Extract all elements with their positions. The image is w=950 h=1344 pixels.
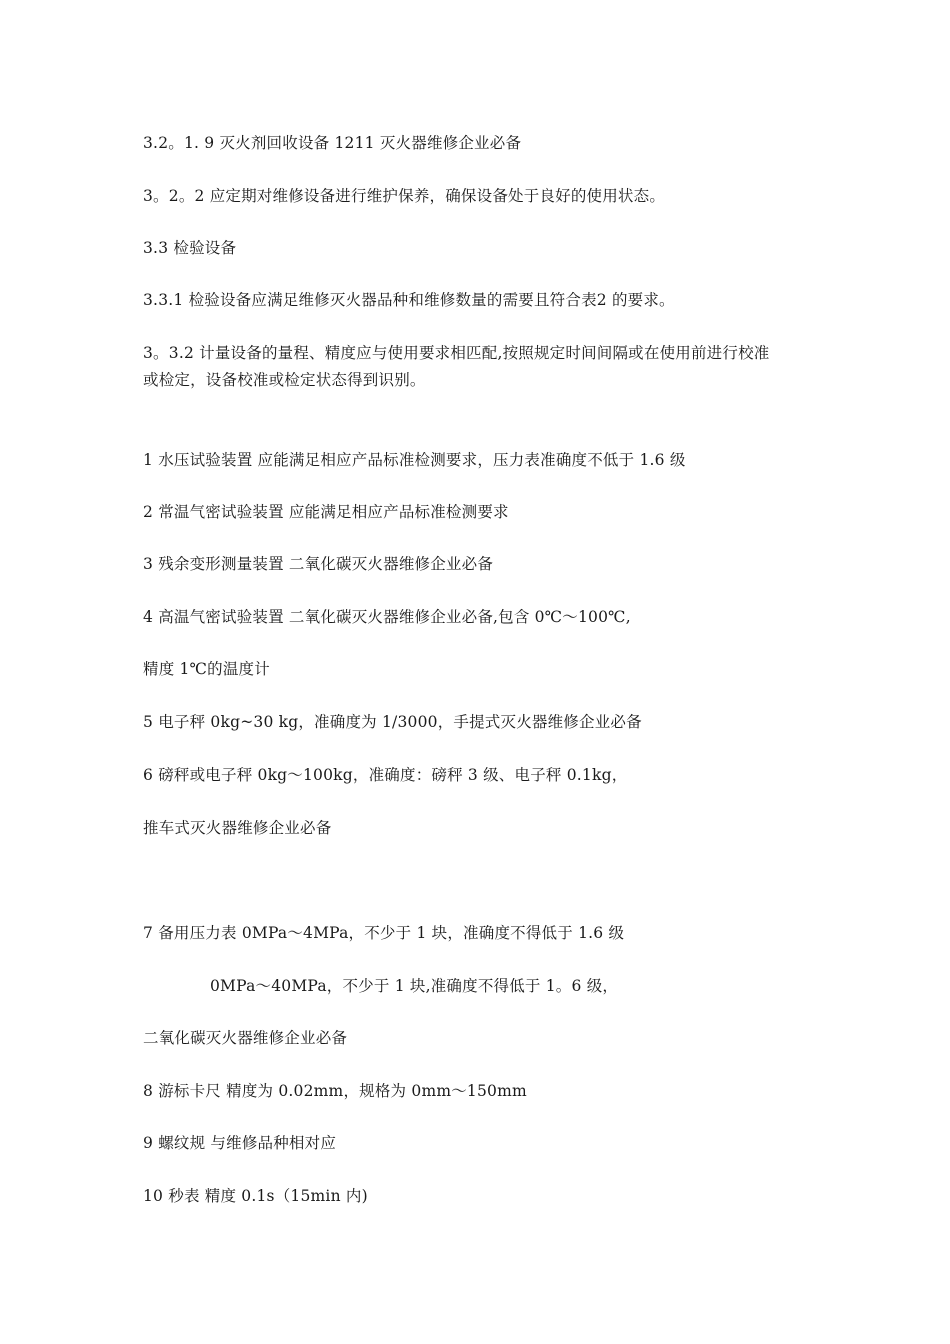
clause-3-2-2: 3。2。2 应定期对维修设备进行维护保养，确保设备处于良好的使用状态。: [143, 187, 666, 205]
equipment-item-3: 3 残余变形测量装置 二氧化碳灭火器维修企业必备: [143, 555, 494, 573]
equipment-item-8: 8 游标卡尺 精度为 0.02mm，规格为 0mm～150mm: [143, 1082, 527, 1100]
equipment-item-2: 2 常温气密试验装置 应能满足相应产品标准检测要求: [143, 503, 509, 521]
equipment-item-4: 4 高温气密试验装置 二氧化碳灭火器维修企业必备,包含 0℃～100℃,: [143, 608, 631, 626]
clause-3-2-1-9: 3.2。1. 9 灭火剂回收设备 1211 灭火器维修企业必备: [143, 134, 522, 152]
section-heading-3-3: 3.3 检验设备: [143, 239, 237, 257]
equipment-item-6-continued: 推车式灭火器维修企业必备: [143, 819, 332, 837]
equipment-item-4-continued: 精度 1℃的温度计: [143, 660, 270, 678]
equipment-item-9: 9 螺纹规 与维修品种相对应: [143, 1134, 337, 1152]
equipment-item-7-second-range: 0MPa～40MPa，不少于 1 块,准确度不得低于 1。6 级，: [210, 977, 619, 995]
equipment-item-7: 7 备用压力表 0MPa～4MPa，不少于 1 块，准确度不得低于 1.6 级: [143, 924, 625, 942]
equipment-item-5: 5 电子秤 0kg~30 kg，准确度为 1/3000，手提式灭火器维修企业必备: [143, 713, 642, 731]
equipment-item-6: 6 磅秤或电子秤 0kg～100kg，准确度：磅秤 3 级、电子秤 0.1kg，: [143, 766, 628, 784]
equipment-item-7-continued: 二氧化碳灭火器维修企业必备: [143, 1029, 348, 1047]
equipment-item-10: 10 秒表 精度 0.1s（15min 内): [143, 1187, 368, 1205]
clause-3-3-2: 3。3.2 计量设备的量程、精度应与使用要求相匹配,按照规定时间间隔或在使用前进行校准: [143, 344, 770, 362]
clause-3-3-1: 3.3.1 检验设备应满足维修灭火器品种和维修数量的需要且符合表2 的要求。: [143, 291, 675, 309]
clause-3-3-2-continued: 或检定，设备校准或检定状态得到识别。: [143, 371, 426, 389]
equipment-item-1: 1 水压试验装置 应能满足相应产品标准检测要求，压力表准确度不低于 1.6 级: [143, 451, 686, 469]
